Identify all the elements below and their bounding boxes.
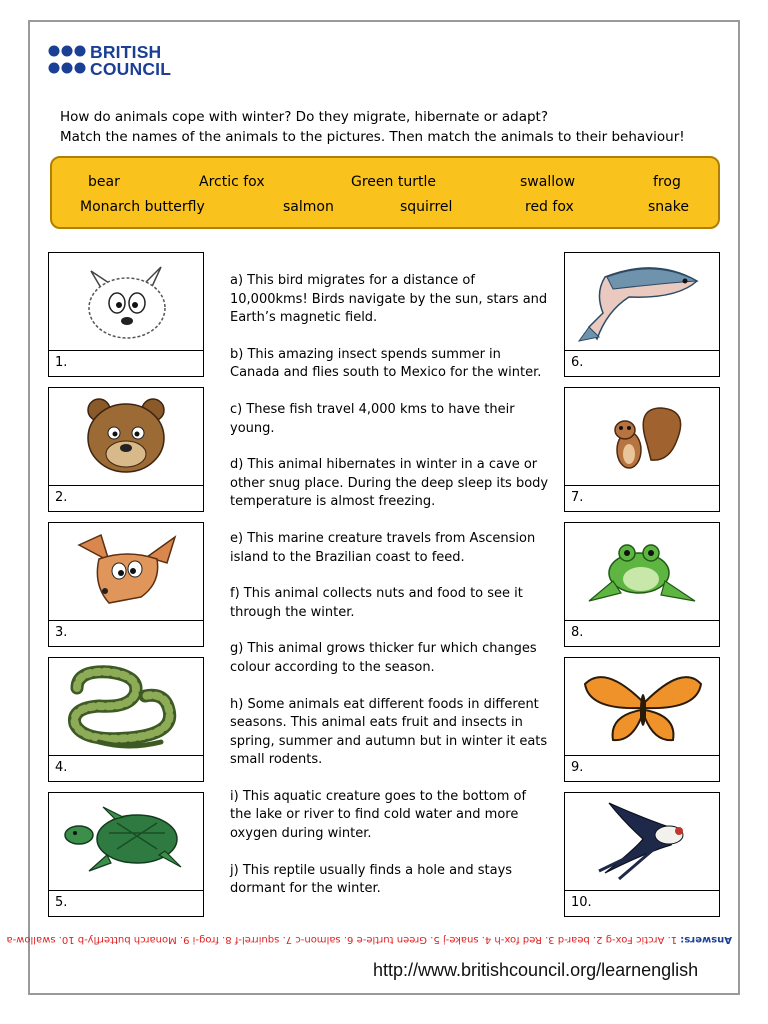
answer-key-text: 1. Arctic Fox-g 2. bear-d 3. Red fox-h 4. snake-j 5. Green turtle-e 6. salmon-c 7. squirrel-f 8. frog-i 9. Monarch butterfly-b 10. swallow-a [6, 934, 678, 945]
answer-key-label: Answers: [680, 934, 732, 945]
clue-item: g) This animal grows thicker fur which changes colour according to the season. [230, 641, 537, 675]
butterfly-icon [565, 658, 719, 755]
word-bank [50, 156, 720, 229]
picture-box-1 [48, 252, 204, 377]
word-item: bear [88, 174, 120, 190]
clue-item: e) This marine creature travels from Ascension island to the Brazilian coast to feed. [230, 530, 536, 565]
picture-number: 1. [49, 350, 203, 376]
word-item: frog [653, 174, 681, 190]
instructions: How do animals cope with winter? Do they migrate, hibernate or adapt? Match the names of the animals to the pictures. Then match the animals to their behaviour! [60, 109, 685, 145]
turtle-icon [49, 793, 203, 890]
picture-box-5 [48, 792, 204, 917]
picture-box-8 [564, 522, 720, 647]
picture-box-4 [48, 657, 204, 782]
picture-box-7 [564, 387, 720, 512]
word-item: Green turtle [351, 174, 436, 190]
squirrel-icon [565, 388, 719, 485]
picture-number: 8. [565, 620, 719, 646]
clue-item: d) This animal hibernates in winter in a cave or other snug place. During the deep sleep its body temperature is almost freezing. [230, 457, 549, 510]
answer-key [6, 934, 732, 945]
footer-url[interactable]: http://www.britishcouncil.org/learnenglish [373, 960, 699, 980]
clue-item: b) This amazing insect spends summer in Canada and flies south to Mexico for the winter. [230, 346, 542, 381]
red-fox-icon [49, 523, 203, 620]
picture-box-6 [564, 252, 720, 377]
arctic-fox-icon [49, 253, 203, 350]
word-item: red fox [525, 199, 574, 215]
behaviour-clues [230, 272, 550, 917]
clue-item: f) This animal collects nuts and food to see it through the winter. [230, 586, 523, 620]
salmon-icon [565, 253, 719, 350]
picture-number: 9. [565, 755, 719, 781]
word-item: salmon [283, 199, 334, 215]
picture-box-2 [48, 387, 204, 512]
clue-item: h) Some animals eat different foods in different seasons. This animal eats fruit and insects in spring, summer and autumn but in winter it eats small rodents. [230, 696, 548, 768]
frog-icon [565, 523, 719, 620]
picture-box-3 [48, 522, 204, 647]
bear-icon [49, 388, 203, 485]
picture-number: 7. [565, 485, 719, 511]
picture-number: 3. [49, 620, 203, 646]
picture-number: 5. [49, 890, 203, 916]
swallow-icon [565, 793, 719, 890]
picture-box-9 [564, 657, 720, 782]
clue-item: i) This aquatic creature goes to the bottom of the lake or river to find cold water and more oxygen during winter. [230, 788, 527, 842]
word-item: swallow [520, 174, 576, 190]
word-item: Arctic fox [199, 174, 265, 190]
snake-icon [49, 658, 203, 755]
picture-number: 6. [565, 350, 719, 376]
word-item: snake [648, 199, 689, 215]
clue-item: c) These fish travel 4,000 kms to have their young. [230, 401, 515, 436]
clue-item: a) This bird migrates for a distance of 10,000kms! Birds navigate by the sun, stars and Earth’s magnetic field. [230, 273, 548, 326]
picture-box-10 [564, 792, 720, 917]
word-item: Monarch butterfly [80, 199, 205, 215]
picture-number: 10. [565, 890, 719, 916]
picture-number: 4. [49, 755, 203, 781]
brand-name: BRITISH COUNCIL [90, 42, 172, 79]
picture-number: 2. [49, 485, 203, 511]
word-item: squirrel [400, 199, 453, 215]
clue-item: j) This reptile usually finds a hole and stays dormant for the winter. [230, 862, 513, 897]
